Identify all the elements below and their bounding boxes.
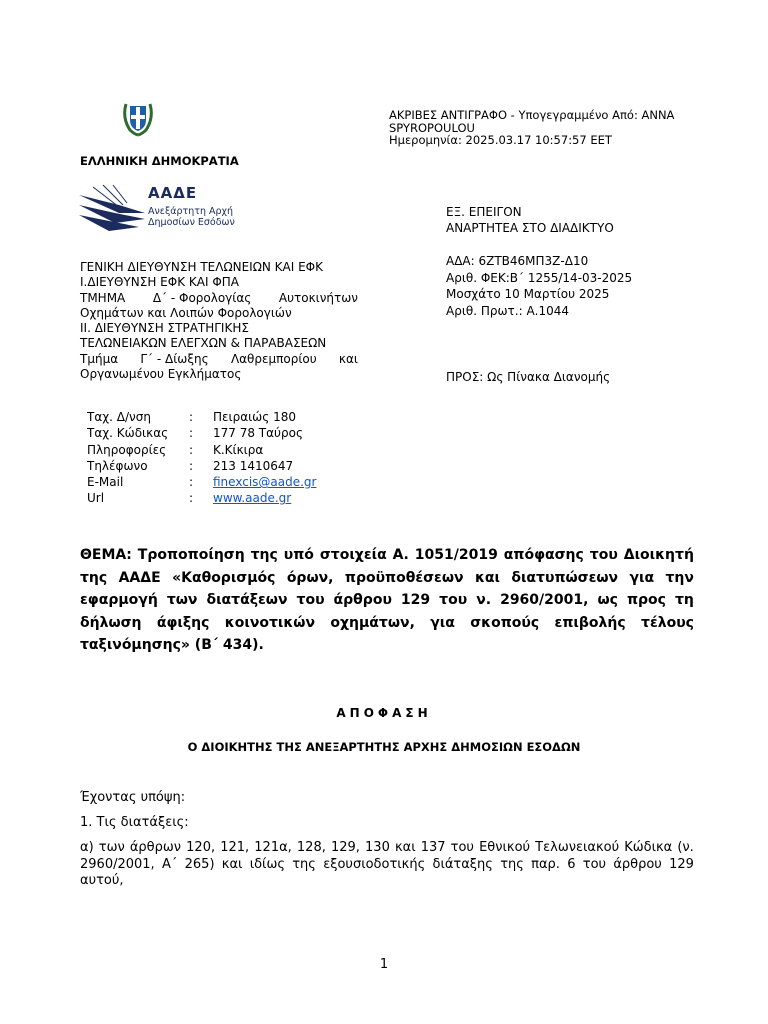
republic-heading: ΕΛΛΗΝΙΚΗ ΔΗΜΟΚΡΑΤΙΑ [80,154,239,168]
word: διατυπώσεων [511,569,619,586]
word: 2960/2001, [80,856,155,872]
word: προϋποθέσεων [344,569,464,586]
word: προς [626,592,666,608]
word: του [439,592,468,608]
org-line: Οχημάτων και Λοιπών Φορολογιών [80,305,292,320]
word: του [296,592,325,608]
provision-line [80,857,694,874]
org-word: και [338,351,358,366]
word: Κώδικα [624,840,673,855]
contact-key: Τηλέφωνο [87,458,148,473]
word: ν. [476,592,492,608]
contact-key: E-Mail [87,475,124,490]
fek-number: Αριθ. ΦΕΚ:Β΄ 1255/14-03-2025 [446,270,633,285]
org-word: Λαθρεμπορίου [230,351,317,366]
word: 265) [184,856,215,872]
word: 129 [400,592,431,608]
word: και [221,856,243,872]
contact-separator: : [189,475,194,490]
word: οχημάτων, [330,614,415,631]
contact-separator: : [189,426,194,441]
recipients-line: ΠΡΟΣ: Ως Πίνακα Διανομής [446,370,611,384]
document-date: Μοσχάτο 10 Μαρτίου 2025 [446,287,610,301]
word: όρων, [286,569,334,586]
org-word: Δ΄ - Φορολογίας [152,290,252,305]
urgency-block [446,204,614,236]
word: της [292,856,316,872]
contact-separator: : [189,442,194,457]
word: για [430,614,455,631]
word: των [166,592,198,608]
word: 121, [220,840,250,855]
word: α) [80,840,94,855]
word: Α΄ [161,856,178,872]
word: 129 [669,856,694,872]
org-line: Ι.ΔΙΕΥΘΥΝΣΗ ΕΦΚ ΚΑΙ ΦΠΑ [80,275,240,290]
decision-heading: ΑΠΟΦΑΣΗ [336,706,432,720]
org-line [80,291,358,306]
word: της [80,569,108,586]
word: των [98,840,125,855]
contact-row [87,425,316,441]
word: Α. [392,547,409,563]
word: της [250,547,278,563]
contact-row [87,409,316,425]
word: εφαρμογή [80,592,158,608]
word: 6 [567,856,576,872]
subject-line [80,567,694,590]
org-line: ΓΕΝΙΚΗ ΔΙΕΥΘΥΝΣΗ ΤΕΛΩΝΕΙΩΝ ΚΑΙ ΕΦΚ [80,260,323,274]
word: Τροποποίηση [137,547,245,563]
contact-row [87,490,316,506]
word: «Καθορισμός [172,569,276,586]
word: άρθρου [333,592,392,608]
logo-title: ΑΑΔΕ [148,184,198,202]
word: επιβολής [554,614,626,631]
word: ΘΕΜΑ: [80,547,132,563]
word: για [629,569,655,586]
word: δήλωση [80,614,142,631]
contact-separator: : [189,458,194,473]
page-number: 1 [379,957,389,972]
contact-value: 177 78 Ταύρος [213,426,303,441]
org-line: Οργανωμένου Εγκλήματος [80,367,242,382]
signature-line-1: ΑΚΡΙΒΕΣ ΑΝΤΙΓΡΑΦΟ - Υπογεγραμμένο Από: ΑΝΝΑ [389,108,675,122]
org-line: ΙΙ. ΔΙΕΥΘΥΝΣΗ ΣΤΡΑΤΗΓΙΚΗΣ [80,321,249,336]
aade-logo-icon [79,183,145,231]
word: 120, [186,840,216,855]
provisions-item: 1. Τις διατάξεις: [80,815,189,830]
word: 130 [365,840,390,855]
org-line [80,352,358,367]
contact-details [87,409,316,507]
posting-label: ΑΝΑΡΤΗΤΕΑ ΣΤΟ ΔΙΑΔΙΚΤΥΟ [446,221,614,235]
org-word: Αυτοκινήτων [278,290,358,305]
word: Εθνικού [479,840,531,855]
contact-key: Url [87,491,105,506]
contact-key: Ταχ. Κώδικας [87,426,169,441]
word: (ν. [677,840,694,855]
word: και [394,840,416,855]
org-word: ΤΜΗΜΑ [80,290,126,305]
contact-row [87,474,316,490]
provision-line [80,840,694,857]
contact-key: Ταχ. Δ/νση [87,410,151,424]
word: κοινοτικών [224,614,316,631]
ada-number: ΑΔΑ: 6ΖΤΒ46ΜΠ3Ζ-Δ10 [446,254,589,268]
word: της [500,856,524,872]
protocol-number: Αριθ. Πρωτ.: Α.1044 [446,303,570,318]
logo-subtitle-2: Δημοσίων Εσόδων [148,217,235,228]
word: 121α, [254,840,292,855]
contact-separator: : [189,410,194,424]
word: άρθρων [129,840,182,855]
word: υπό [283,547,314,563]
contact-key: Πληροφορίες [87,442,167,457]
subject-paragraph [80,544,694,657]
word: παρ. [531,856,560,872]
word: 1051/2019 [414,547,498,563]
urgency-label: ΕΞ. ΕΠΕΙΓΟΝ [446,205,522,219]
subject-line: ταξινόμησης» (Β΄ 434). [80,637,264,653]
word: 137 [420,840,446,855]
logo-subtitle-1: Ανεξάρτητη Αρχή [148,206,234,217]
word: Διοικητή [623,547,694,563]
word: του [450,840,474,855]
word: 2960/2001, [500,592,589,608]
word: απόφασης [503,547,584,563]
logo-subtitle [148,206,235,228]
word: τέλους [641,614,694,631]
subject-line [80,589,694,612]
word: 129, [330,840,360,855]
reference-block [446,253,632,319]
website-link[interactable]: www.aade.gr [213,491,292,506]
word: ως [597,592,618,608]
word: και [474,569,500,586]
signature-line-3: Ημερομηνία: 2025.03.17 10:57:57 EET [389,133,612,147]
subject-line [80,612,694,635]
governor-heading: Ο ΔΙΟΙΚΗΤΗΣ ΤΗΣ ΑΝΕΞΑΡΤΗΤΗΣ ΑΡΧΗΣ ΔΗΜΟΣΙΩΝ ΕΣΟΔΩΝ [187,740,581,754]
contact-value: 213 1410647 [213,458,294,473]
word: του [582,856,607,872]
contact-row [87,442,316,458]
word: ιδίως [249,856,285,872]
word: στοιχεία [319,547,387,563]
word: άρθρου [613,856,662,872]
greek-emblem-icon [120,98,156,138]
issuing-authority [80,260,358,382]
digital-signature [389,109,719,147]
word: του [589,547,618,563]
word: Τελωνειακού [535,840,620,855]
subject-line [80,544,694,567]
considering-label: Έχοντας υπόψη: [80,790,186,805]
word: ΑΑΔΕ [118,569,161,586]
contact-value: Πειραιώς 180 [213,410,296,424]
email-link[interactable]: finexcis@aade.gr [213,475,317,490]
word: διάταξης [432,856,493,872]
word: 128, [296,840,326,855]
contact-value: Κ.Κίκιρα [213,442,264,457]
word: διατάξεων [206,592,288,608]
word: τη [674,592,694,608]
org-word: Τμήμα [80,351,119,366]
org-line: ΤΕΛΩΝΕΙΑΚΩΝ ΕΛΕΓΧΩΝ & ΠΑΡΑΒΑΣΕΩΝ [80,336,327,351]
signature-line-2: SPYROPOULOU [389,120,475,135]
provision-a-paragraph [80,840,694,890]
org-word: Γ΄ - Δίωξης [140,351,209,366]
word: σκοπούς [470,614,540,631]
word: την [665,569,694,586]
contact-separator: : [189,491,194,506]
contact-row [87,458,316,474]
provision-line: αυτού, [80,873,124,888]
word: άφιξης [156,614,210,631]
word: εξουσιοδοτικής [323,856,426,872]
